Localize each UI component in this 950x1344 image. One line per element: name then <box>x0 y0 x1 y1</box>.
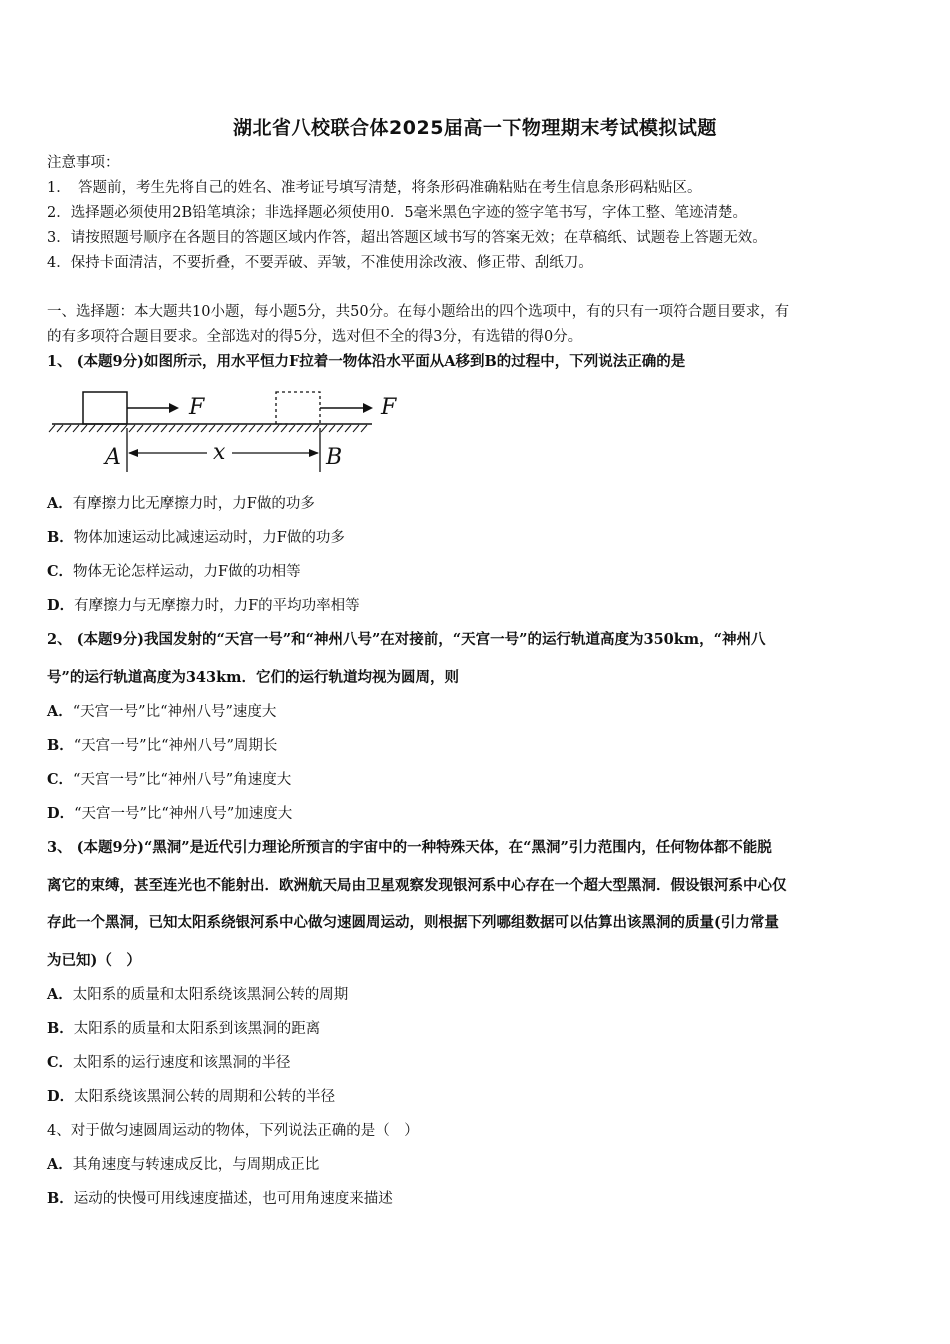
force-arrowhead-1 <box>169 403 179 413</box>
question-3-stem-line-1: 3、 (本题9分)“黑洞”是近代引力理论所预言的宇宙中的一种特殊天体，在“黑洞”引力范围内，任何物体都不能脱 <box>47 839 772 856</box>
force-label-2: F <box>381 395 397 420</box>
distance-arrowhead-right <box>309 449 319 457</box>
question-1-option-d: D．有摩擦力与无摩擦力时，力F的平均功率相等 <box>47 597 360 614</box>
page-title: 湖北省八校联合体2025届高一下物理期末考试模拟试题 <box>233 117 717 139</box>
question-1-stem: 1、 (本题9分)如图所示，用水平恒力F拉着一物体沿水平面从A移到B的过程中，下列说法正确的是 <box>47 353 686 370</box>
notice-item-3: 3．请按照题号顺序在各题目的答题区域内作答，超出答题区域书写的答案无效；在草稿纸、试题卷上答题无效。 <box>47 230 767 246</box>
block-at-b-dashed <box>276 392 320 424</box>
question-1-option-a: A．有摩擦力比无摩擦力时，力F做的功多 <box>47 495 315 512</box>
question-3-stem-line-2: 离它的束缚，甚至连光也不能射出．欧洲航天局由卫星观察发现银河系中心存在一个超大型黑洞．假设银河系中心仅 <box>47 877 787 894</box>
question-2-option-a: A．“天宫一号”比“神州八号”速度大 <box>47 703 277 720</box>
question-3-stem-line-4: 为已知)（ ） <box>47 952 141 969</box>
force-diagram <box>47 386 417 480</box>
question-2-stem-line-1: 2、 (本题9分)我国发射的“天宫一号”和“神州八号”在对接前，“天宫一号”的运行轨道高度为350km，“神州八 <box>47 631 766 648</box>
distance-label-x: x <box>213 440 226 465</box>
question-2-option-b: B．“天宫一号”比“神州八号”周期长 <box>47 737 278 754</box>
question-3-option-a: A．太阳系的质量和太阳系绕该黑洞公转的周期 <box>47 986 349 1003</box>
question-3-option-b: B．太阳系的质量和太阳系到该黑洞的距离 <box>47 1020 321 1037</box>
question-2-stem-line-2: 号”的运行轨道高度为343km．它们的运行轨道均视为圆周，则 <box>47 669 459 686</box>
section-intro-line-1: 一、选择题：本大题共10小题，每小题5分，共50分。在每小题给出的四个选项中，有的只有一项符合题目要求，有 <box>47 304 790 320</box>
distance-arrowhead-left <box>128 449 138 457</box>
point-label-b: B <box>326 445 343 470</box>
notice-heading: 注意事项： <box>47 155 120 171</box>
question-4-option-b: B．运动的快慢可用线速度描述，也可用角速度来描述 <box>47 1190 393 1207</box>
point-label-a: A <box>105 445 121 470</box>
question-3-option-c: C．太阳系的运行速度和该黑洞的半径 <box>47 1054 291 1071</box>
question-4-stem: 4、对于做匀速圆周运动的物体，下列说法正确的是（ ） <box>47 1123 419 1139</box>
question-1-option-c: C．物体无论怎样运动，力F做的功相等 <box>47 563 301 580</box>
question-4-option-a: A．其角速度与转速成反比，与周期成正比 <box>47 1156 320 1173</box>
force-label-1: F <box>189 395 205 420</box>
question-3-option-d: D．太阳系绕该黑洞公转的周期和公转的半径 <box>47 1088 336 1105</box>
notice-item-2: 2．选择题必须使用2B铅笔填涂；非选择题必须使用0．5毫米黑色字迹的签字笔书写，字体工整、笔迹清楚。 <box>47 205 748 221</box>
question-3-stem-line-3: 存此一个黑洞，已知太阳系绕银河系中心做匀速圆周运动，则根据下列哪组数据可以估算出该黑洞的质量(引力常量 <box>47 914 779 931</box>
question-1-option-b: B．物体加速运动比减速运动时，力F做的功多 <box>47 529 345 546</box>
notice-item-4: 4．保持卡面清洁，不要折叠，不要弄破、弄皱，不准使用涂改液、修正带、刮纸刀。 <box>47 255 593 271</box>
force-arrowhead-2 <box>363 403 373 413</box>
block-at-a <box>83 392 127 424</box>
ground-hatching <box>49 425 367 432</box>
question-2-option-d: D．“天宫一号”比“神州八号”加速度大 <box>47 805 293 822</box>
question-2-option-c: C．“天宫一号”比“神州八号”角速度大 <box>47 771 292 788</box>
section-intro-line-2: 的有多项符合题目要求。全部选对的得5分，选对但不全的得3分，有选错的得0分。 <box>47 329 583 345</box>
notice-item-1: 1． 答题前，考生先将自己的姓名、准考证号填写清楚，将条形码准确粘贴在考生信息条形码粘贴区。 <box>47 180 702 196</box>
